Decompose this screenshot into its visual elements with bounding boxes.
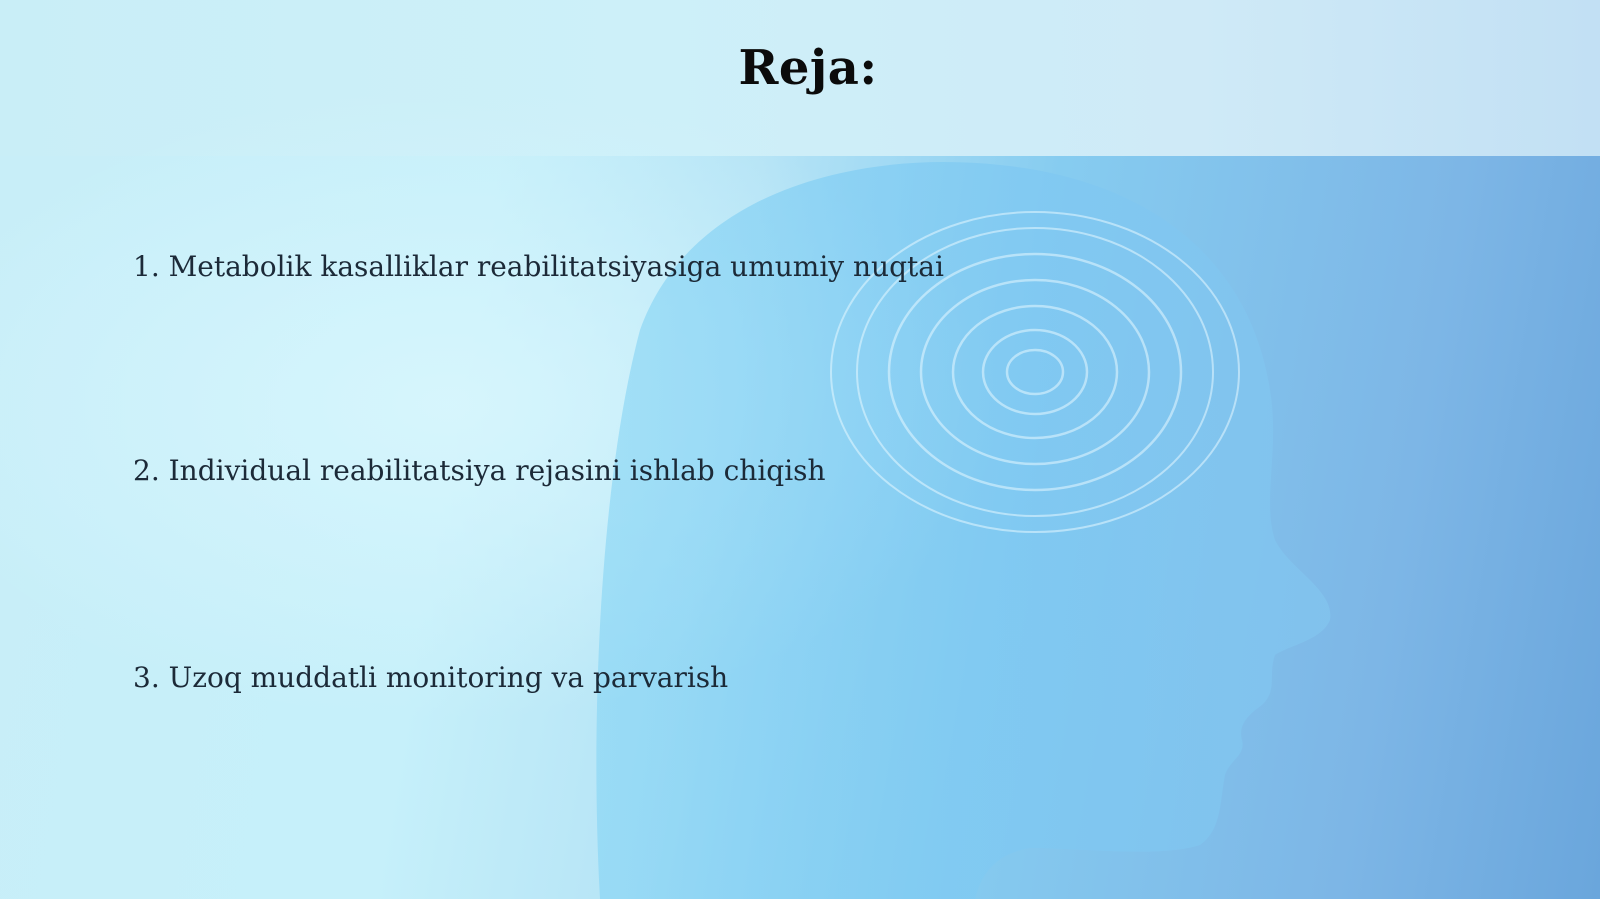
plan-item-1: 1. Metabolik kasalliklar reabilitatsiyasiga umumiy nuqtai — [133, 250, 944, 283]
slide-title: Reja: — [738, 40, 878, 96]
plan-item-2: 2. Individual reabilitatsiya rejasini ishlab chiqish — [133, 454, 826, 487]
plan-item-3: 3. Uzoq muddatli monitoring va parvarish — [133, 661, 729, 694]
